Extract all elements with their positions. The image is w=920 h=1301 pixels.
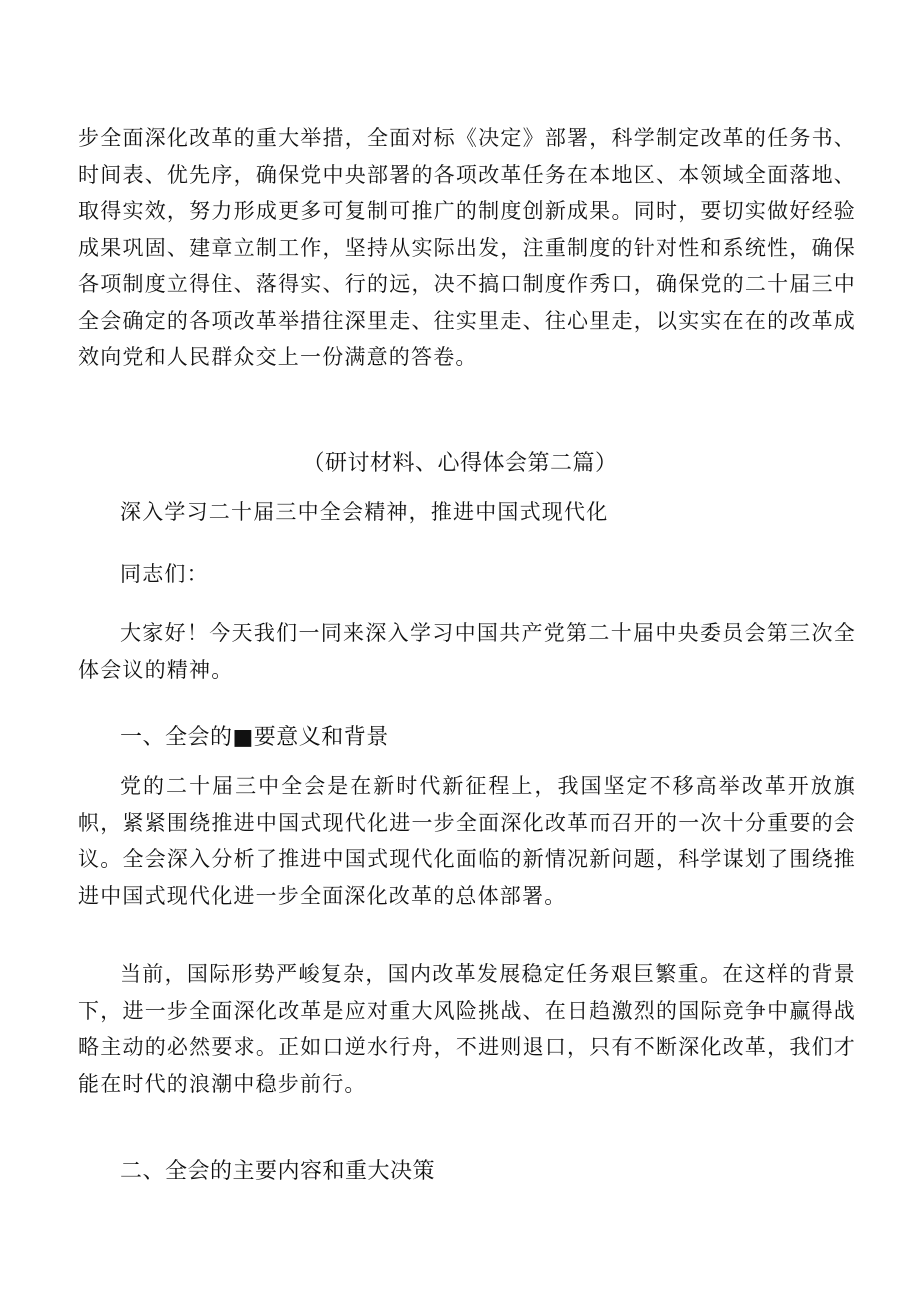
intro-paragraph: 步全面深化改革的重大举措，全面对标《决定》部署，科学制定改革的任务书、时间表、优先序，确保党中央部署的各项改革任务在本地区、本领域全面落地、取得实效，努力形成更多可复制可推广的制度创新成果。同时，要切实做好经验成果巩固、建章立制工作，坚持从实际出发，注重制度的针对性和系统性，确保各项制度立得住、落得实、行的远，决不搞口制度作秀口，确保党的二十届三中全会确定的各项改革举措往深里走、往实里走、往心里走，以实实在在的改革成效向党和人民群众交上一份满意的答卷。 [78, 126, 856, 369]
heading-significance: 一、全会的■要意义和背景 [120, 725, 389, 750]
significance-paragraph-1: 党的二十届三中全会是在新时代新征程上，我国坚定不移高举改革开放旗帜，紧紧围绕推进中国式现代化进一步全面深化改革而召开的一次十分重要的会议。全会深入分析了推进中国式现代化面临的新情况新问题，科学谋划了围绕推进中国式现代化进一步全面深化改革的总体部署。 [78, 774, 856, 908]
heading-main-content: 二、全会的主要内容和重大决策 [120, 1159, 436, 1184]
subtitle: 深入学习二十届三中全会精神，推进中国式现代化 [120, 500, 609, 524]
section-title: （研讨材料、心得体会第二篇） [302, 451, 618, 476]
significance-paragraph-2: 当前，国际形势严峻复杂，国内改革发展稳定任务艰巨繁重。在这样的背景下，进一步全面深化改革是应对重大风险挑战、在日趋激烈的国际竞争中赢得战略主动的必然要求。正如口逆水行舟，不进则退口，只有不断深化改革，我们才能在时代的浪潮中稳步前行。 [78, 962, 856, 1096]
salutation: 同志们： [120, 562, 209, 586]
greeting-paragraph: 大家好！今天我们一同来深入学习中国共产党第二十届中央委员会第三次全体会议的精神。 [78, 621, 856, 682]
